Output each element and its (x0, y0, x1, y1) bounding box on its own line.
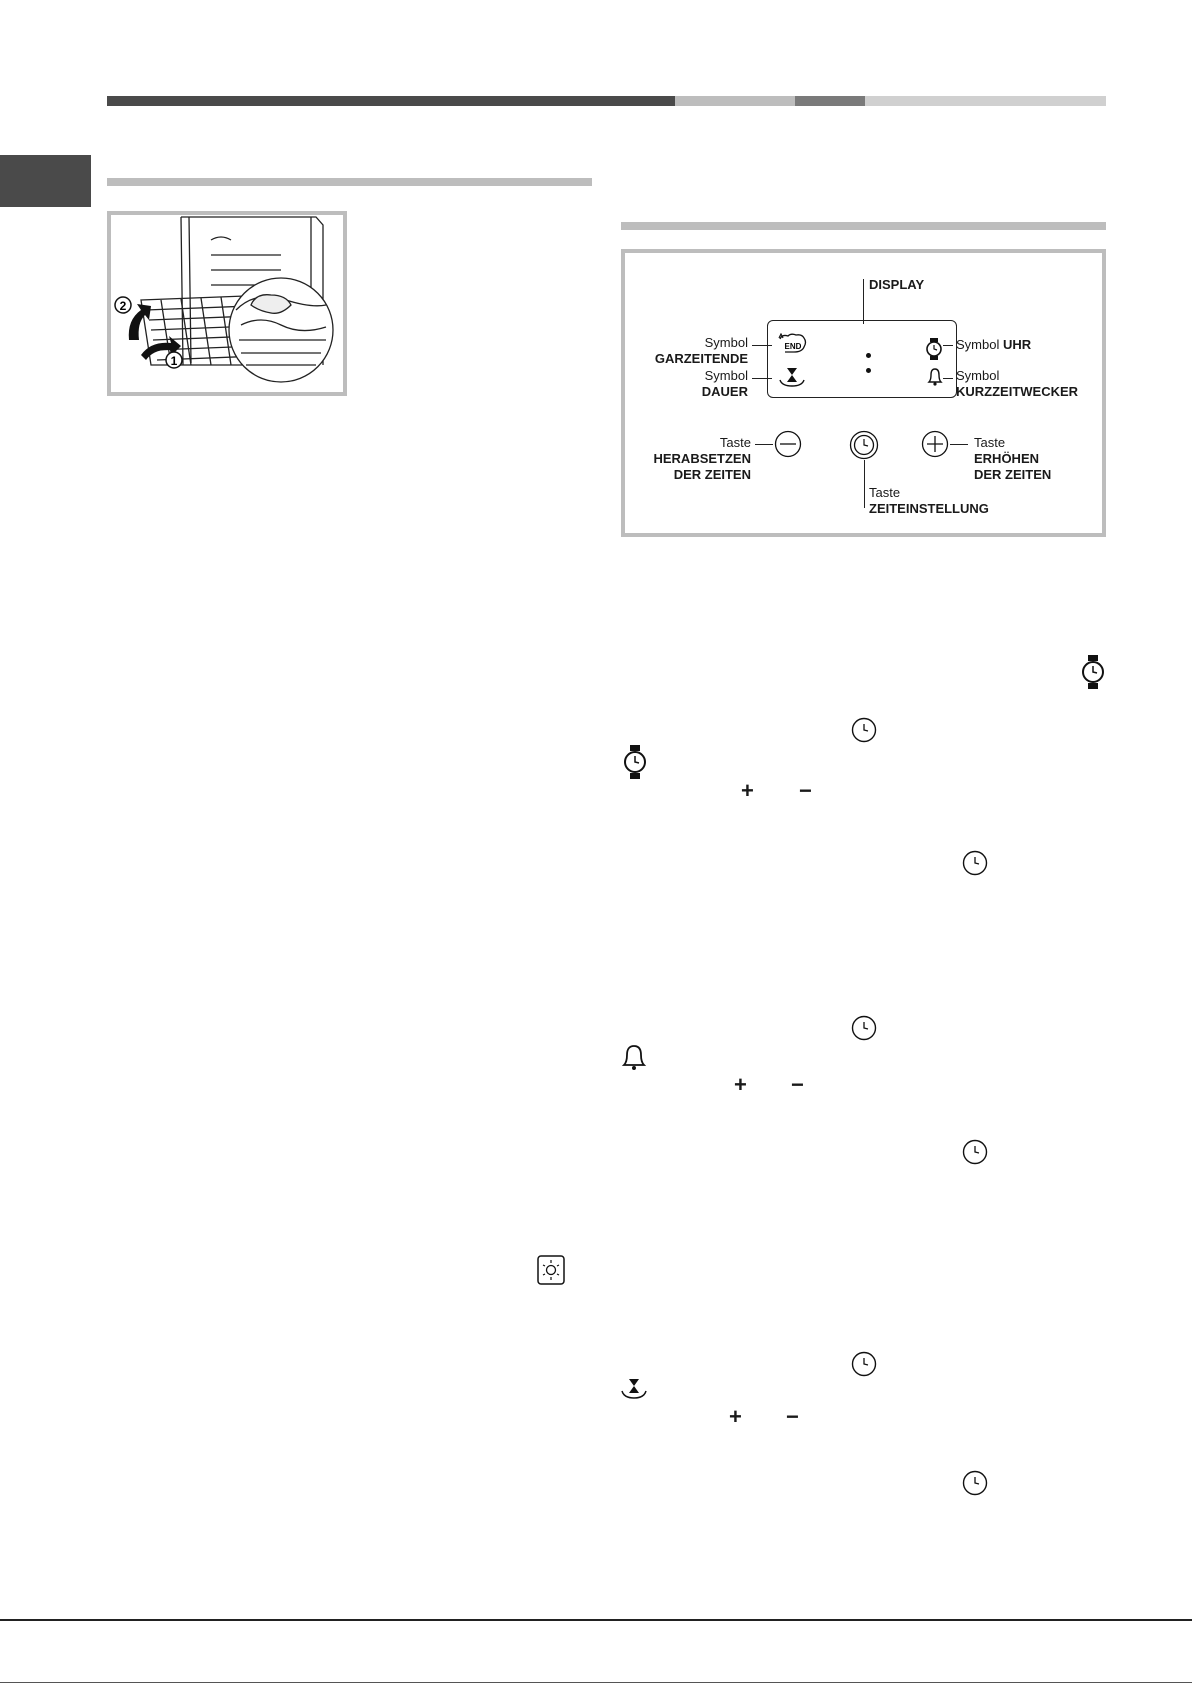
herabsetzen-label (625, 435, 751, 483)
display-leader-line (863, 279, 864, 324)
uhr-name: UHR (1002, 337, 1032, 352)
footer-bottom-rule (0, 1682, 1192, 1683)
minus-icon: − (786, 1404, 799, 1429)
zeiteinstellung-name: ZEITEINSTELLUNG (869, 501, 989, 516)
kurzzeitwecker-name: KURZZEITWECKER (956, 384, 1079, 399)
clock-button[interactable] (849, 430, 879, 460)
plus-leader (950, 444, 968, 445)
watch-icon (1081, 655, 1105, 689)
header-bar-mid (795, 96, 865, 106)
colon-dot-top (866, 353, 871, 358)
left-section-rule (107, 178, 592, 186)
step-1-label: 1 (170, 354, 178, 368)
zeiteinstellung-label (869, 485, 989, 517)
zeiteinstellung-prefix: Taste (869, 485, 901, 500)
display-label: DISPLAY (869, 277, 925, 292)
clock-button-icon (851, 1015, 877, 1041)
step-2-label: 2 (119, 299, 127, 313)
hourglass-icon (620, 1377, 648, 1401)
erhoehen-line2: DER ZEITEN (974, 467, 1052, 482)
uhr-prefix: Symbol (956, 337, 1003, 352)
erhoehen-prefix: Taste (974, 435, 1006, 450)
oven-light-icon (537, 1255, 565, 1285)
footer-rule (0, 1619, 1192, 1621)
minus-icon: − (791, 1072, 804, 1097)
dauer-prefix: Symbol (704, 368, 748, 383)
dauer-name: DAUER (701, 384, 748, 399)
minus-icon: − (799, 778, 812, 803)
watch-icon (925, 338, 943, 360)
minus-leader (755, 444, 773, 445)
plus-button[interactable] (921, 430, 949, 458)
oven-rack-illustration (111, 215, 343, 392)
herabsetzen-line1: HERABSETZEN (653, 451, 751, 466)
erhoehen-line1: ERHÖHEN (974, 451, 1040, 466)
control-panel-diagram (621, 249, 1106, 537)
colon-dot-bottom (866, 368, 871, 373)
uhr-leader (943, 345, 953, 346)
oven-rack-figure (107, 211, 347, 396)
header-bar-light (675, 96, 795, 106)
kurzzeitwecker-prefix: Symbol (956, 368, 1000, 383)
dauer-label (625, 368, 748, 400)
bell-icon (926, 367, 944, 387)
garzeitende-leader (752, 345, 772, 346)
kurzzeitwecker-leader (943, 378, 953, 379)
header-bar-dark (107, 96, 675, 106)
watch-icon (623, 745, 647, 779)
clock-leader (864, 460, 865, 508)
plus-icon: + (734, 1072, 747, 1097)
garzeitende-name: GARZEITENDE (654, 351, 748, 366)
header-bar-pale (865, 96, 1106, 106)
duration-icon (778, 366, 806, 388)
language-tab (0, 155, 91, 207)
garzeitende-prefix: Symbol (704, 335, 748, 350)
clock-button-icon (851, 1351, 877, 1377)
herabsetzen-line2: DER ZEITEN (673, 467, 751, 482)
right-section-rule (621, 222, 1106, 230)
plus-icon: + (741, 778, 754, 803)
cooking-end-icon (777, 333, 809, 355)
plus-icon: + (729, 1404, 742, 1429)
uhr-label (956, 337, 1031, 353)
herabsetzen-prefix: Taste (719, 435, 751, 450)
dauer-leader (752, 378, 772, 379)
garzeitende-label (625, 335, 748, 367)
clock-button-icon (962, 850, 988, 876)
minus-button[interactable] (774, 430, 802, 458)
clock-button-icon (851, 717, 877, 743)
clock-button-icon (962, 1470, 988, 1496)
end-badge-text: END (784, 342, 802, 351)
arrow-up-icon (129, 304, 151, 340)
kurzzeitwecker-label (956, 368, 1078, 400)
clock-button-icon (962, 1139, 988, 1165)
bell-icon (621, 1043, 647, 1071)
erhoehen-label (974, 435, 1051, 483)
